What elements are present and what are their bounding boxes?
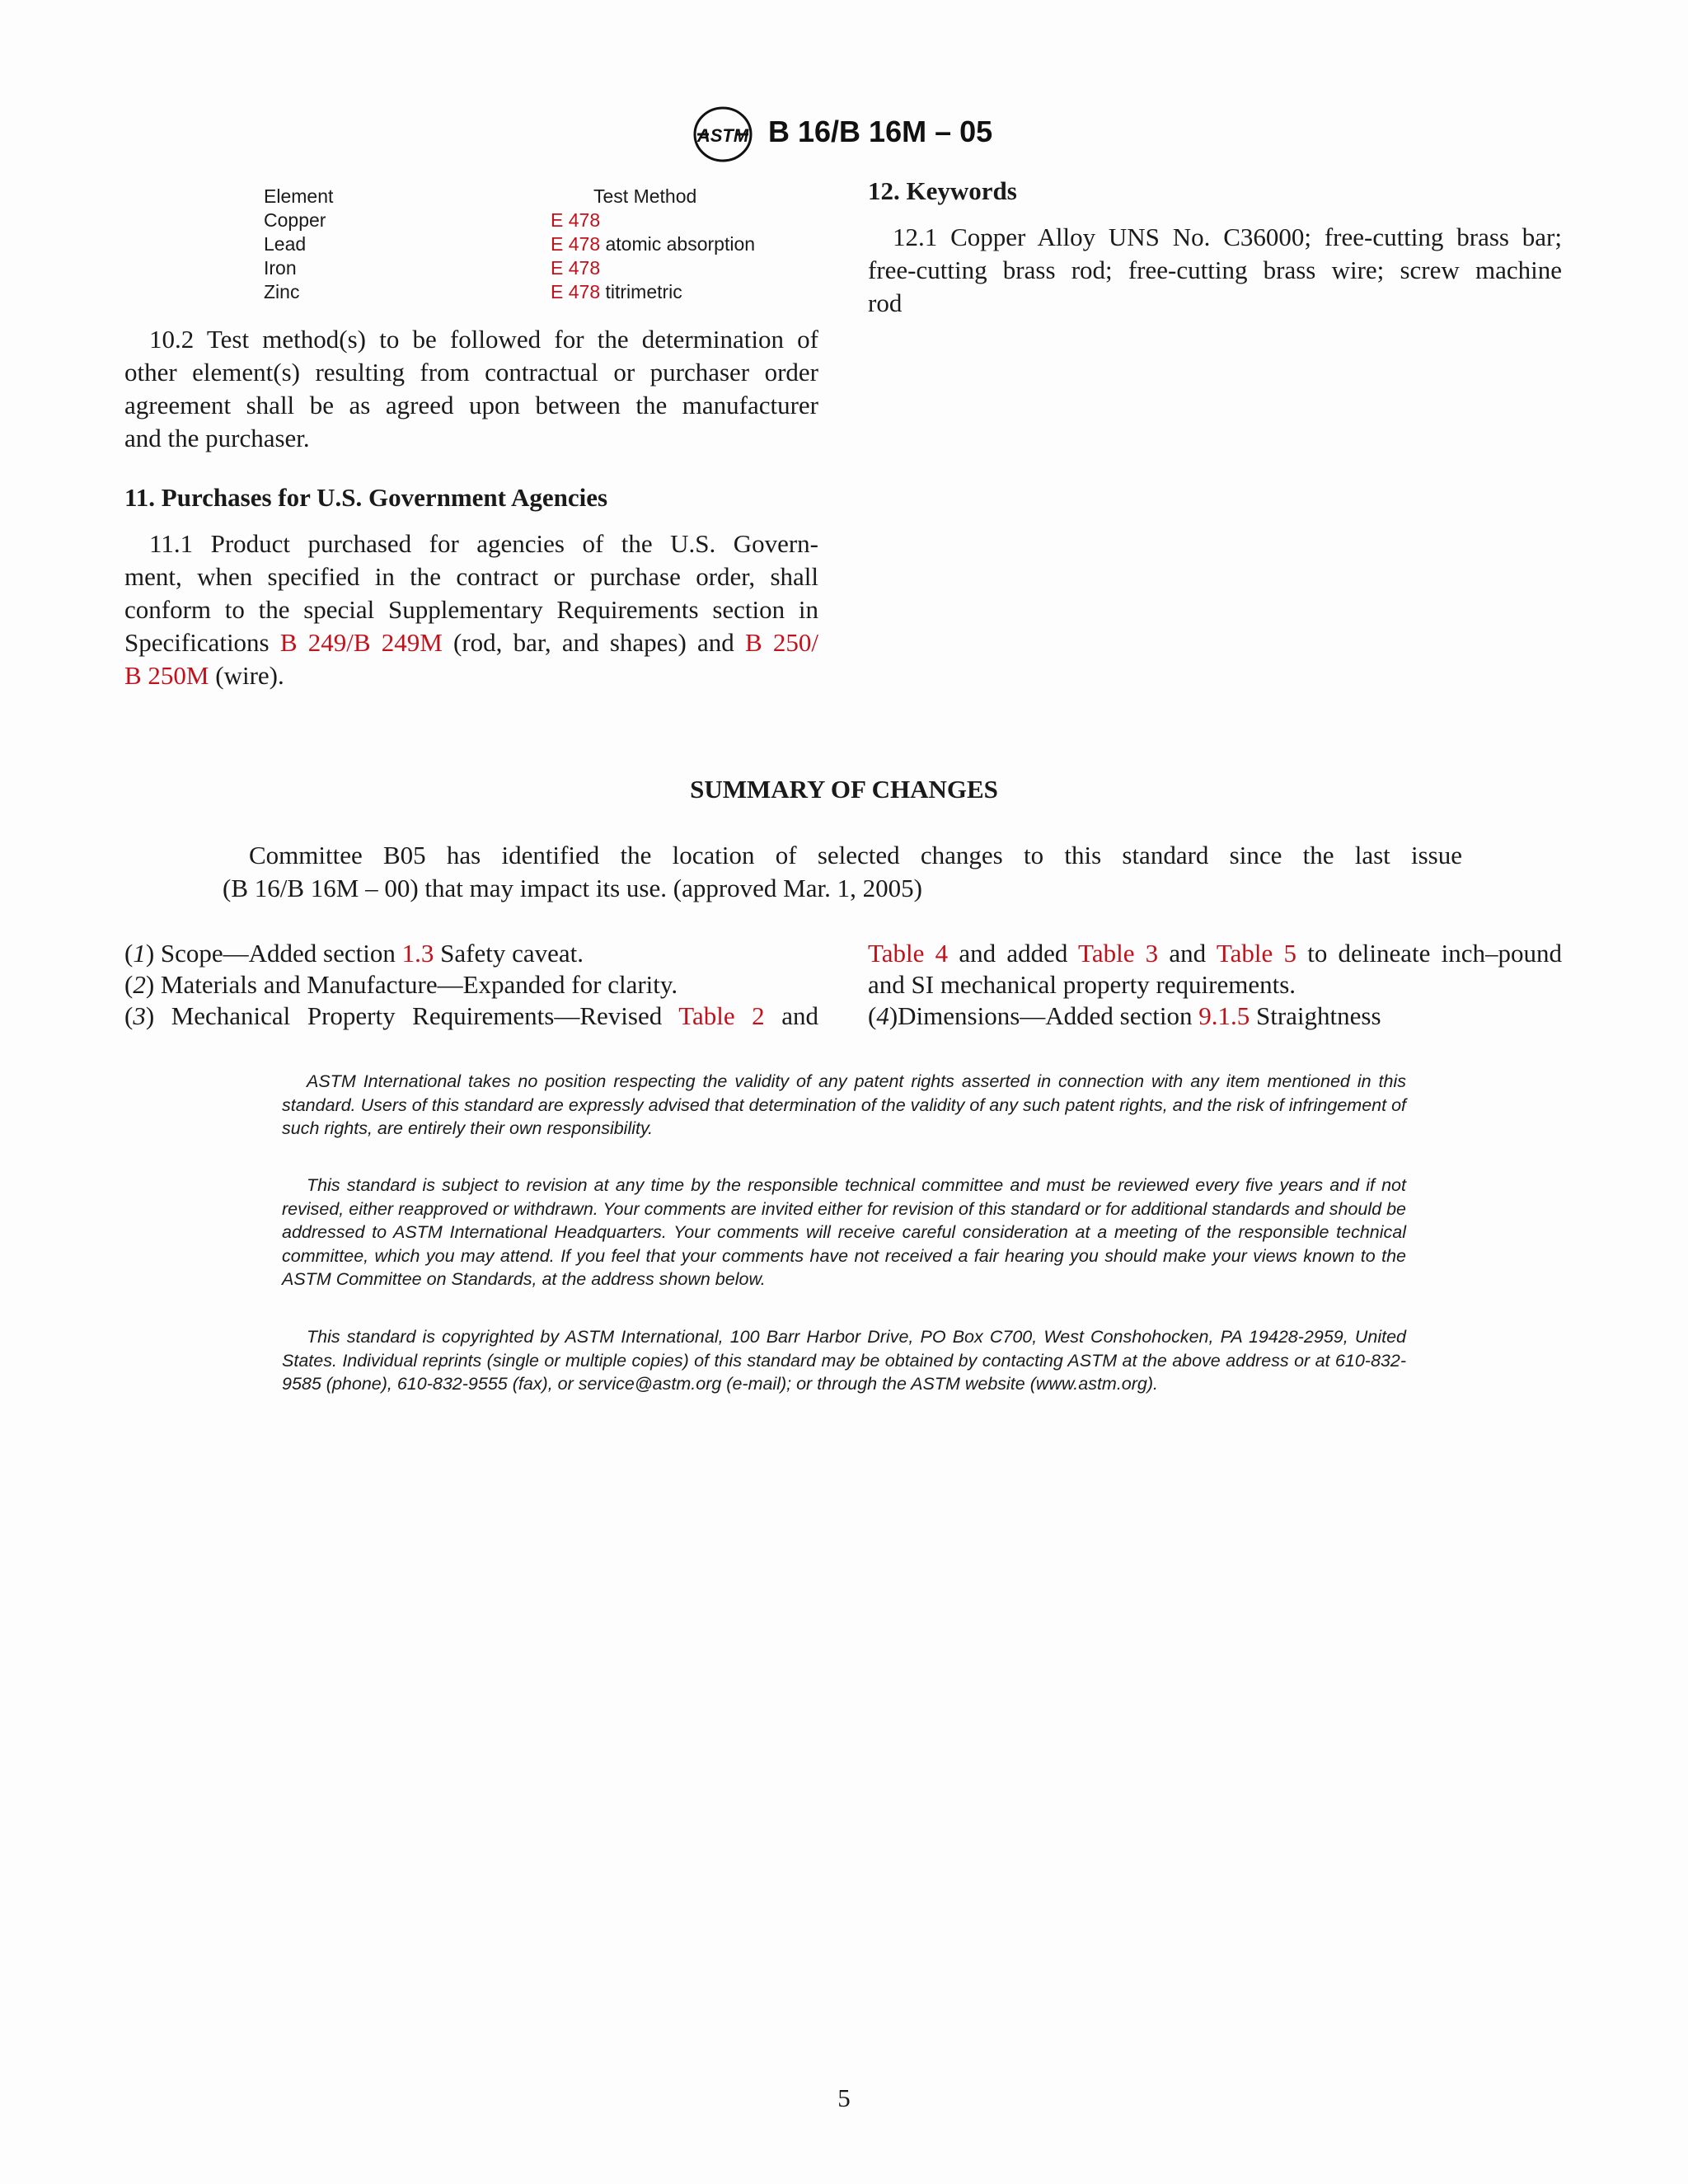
spec-link-b250m[interactable]: B 250M bbox=[124, 661, 209, 690]
svg-text:ASTM: ASTM bbox=[696, 125, 749, 146]
table-link-2[interactable]: Table 2 bbox=[678, 1001, 765, 1030]
element-cell: Copper bbox=[264, 209, 326, 231]
table-link-5[interactable]: Table 5 bbox=[1216, 939, 1296, 968]
changes-left bbox=[124, 938, 818, 1032]
section-10-2: 10.2 Test method(s) to be followed for the determination of other element(s) resulting from contractual or purchaser order agreement shall be as agreed upon between the manufacturer and the purchaser. bbox=[124, 325, 818, 452]
method-cell: E 478 titrimetric bbox=[551, 281, 682, 302]
change-item-continued: and SI mechanical property requirements. bbox=[868, 970, 1296, 999]
method-cell bbox=[551, 256, 600, 280]
change-item: (2) Materials and Manufacture—Expanded for clarity. bbox=[124, 970, 678, 999]
section-12-heading: 12. Keywords bbox=[868, 176, 1017, 205]
astm-logo-icon bbox=[692, 105, 753, 163]
page-number: 5 bbox=[837, 2083, 851, 2112]
summary-intro: Committee B05 has identified the location of selected changes to this standard since the last issue (B 16/B 16M – 00) that may impact its use. (approved Mar. 1, 2005) bbox=[223, 841, 1462, 902]
right-column bbox=[868, 175, 1562, 320]
element-cell: Lead bbox=[264, 233, 307, 255]
change-item: (3) Mechanical Property Requirements—Revised Table 2 and bbox=[124, 1001, 819, 1030]
method-cell: E 478 atomic absorption bbox=[551, 233, 756, 255]
column-header-test-method: Test Method bbox=[593, 185, 697, 207]
section-11-heading: 11. Purchases for U.S. Government Agencies bbox=[124, 483, 608, 512]
document-designation: B 16/B 16M – 05 bbox=[768, 115, 993, 148]
section-11-1: 11.1 Product purchased for agencies of the U.S. Govern- ment, when specified in the contract or purchase order, shall conform to the special Supplementary Requirements section in Specifications B 249/B 249M (rod, bar, and shapes) and B 250/ B 250M (wire). bbox=[124, 529, 818, 690]
patent-notice: ASTM International takes no position respecting the validity of any patent rights asserted in connection with any item mentioned in this standard. Users of this standard are expressly advised that determination of the validity of any such patent rights, and the risk of infringement of such rights, are entirely their own responsibility. bbox=[282, 1071, 1406, 1138]
table-row bbox=[264, 232, 808, 256]
column-header-element: Element bbox=[264, 185, 334, 207]
table-row bbox=[264, 256, 808, 280]
page-header bbox=[0, 105, 1688, 163]
change-item: (1) Scope—Added section 1.3 Safety caveat. bbox=[124, 939, 584, 968]
revision-notice: This standard is subject to revision at any time by the responsible technical committee and must be reviewed every five years and if not revised, either reapproved or withdrawn. Your comments are invited either for revision of this standard or for additional standards and should be addressed to ASTM International Headquarters. Your comments will receive careful consideration at a meeting of the responsible technical committee, which you may attend. If you feel that your comments have not received a fair hearing you should make your views known to the ASTM Committee on Standards, at the address shown below. bbox=[282, 1175, 1406, 1289]
method-link[interactable]: E 478 bbox=[551, 257, 601, 279]
table-link-4[interactable]: Table 4 bbox=[868, 939, 949, 968]
element-test-method-table bbox=[264, 185, 808, 304]
method-link[interactable]: E 478 bbox=[551, 209, 601, 231]
table-header-row bbox=[264, 185, 808, 209]
element-cell: Iron bbox=[264, 257, 297, 279]
table-link-3[interactable]: Table 3 bbox=[1078, 939, 1159, 968]
spec-link-b249[interactable]: B 249/B 249M bbox=[279, 628, 443, 657]
table-row bbox=[264, 280, 808, 304]
change-item: (4)Dimensions—Added section 9.1.5 Straightness bbox=[868, 1001, 1381, 1030]
section-link-1-3[interactable]: 1.3 bbox=[401, 939, 434, 968]
section-link-9-1-5[interactable]: 9.1.5 bbox=[1198, 1001, 1250, 1030]
changes-right bbox=[868, 938, 1562, 1032]
summary-of-changes-title: SUMMARY OF CHANGES bbox=[690, 775, 998, 804]
left-column bbox=[124, 323, 818, 692]
copyright-notice: This standard is copyrighted by ASTM International, 100 Barr Harbor Drive, PO Box C700, West Conshohocken, PA 19428-2959, United States. Individual reprints (single or multiple copies) of this standard may be obtained by contacting ASTM at the above address or at 610-832-9585 (phone), 610-832-9555 (fax), or service@astm.org (e-mail); or through the ASTM website (www.astm.org). bbox=[282, 1327, 1406, 1394]
method-cell bbox=[551, 209, 600, 232]
element-cell: Zinc bbox=[264, 281, 300, 302]
change-item-continued: Table 4 and added Table 3 and Table 5 to delineate inch–pound bbox=[868, 939, 1563, 968]
table-row bbox=[264, 209, 808, 232]
section-12-1: 12.1 Copper Alloy UNS No. C36000; free-cutting brass bar; free-cutting brass rod; free-cutting brass wire; screw machine rod bbox=[868, 223, 1562, 317]
spec-link-b250[interactable]: B 250/ bbox=[745, 628, 818, 657]
method-link[interactable]: E 478 bbox=[551, 281, 601, 302]
method-link[interactable]: E 478 bbox=[551, 233, 601, 255]
